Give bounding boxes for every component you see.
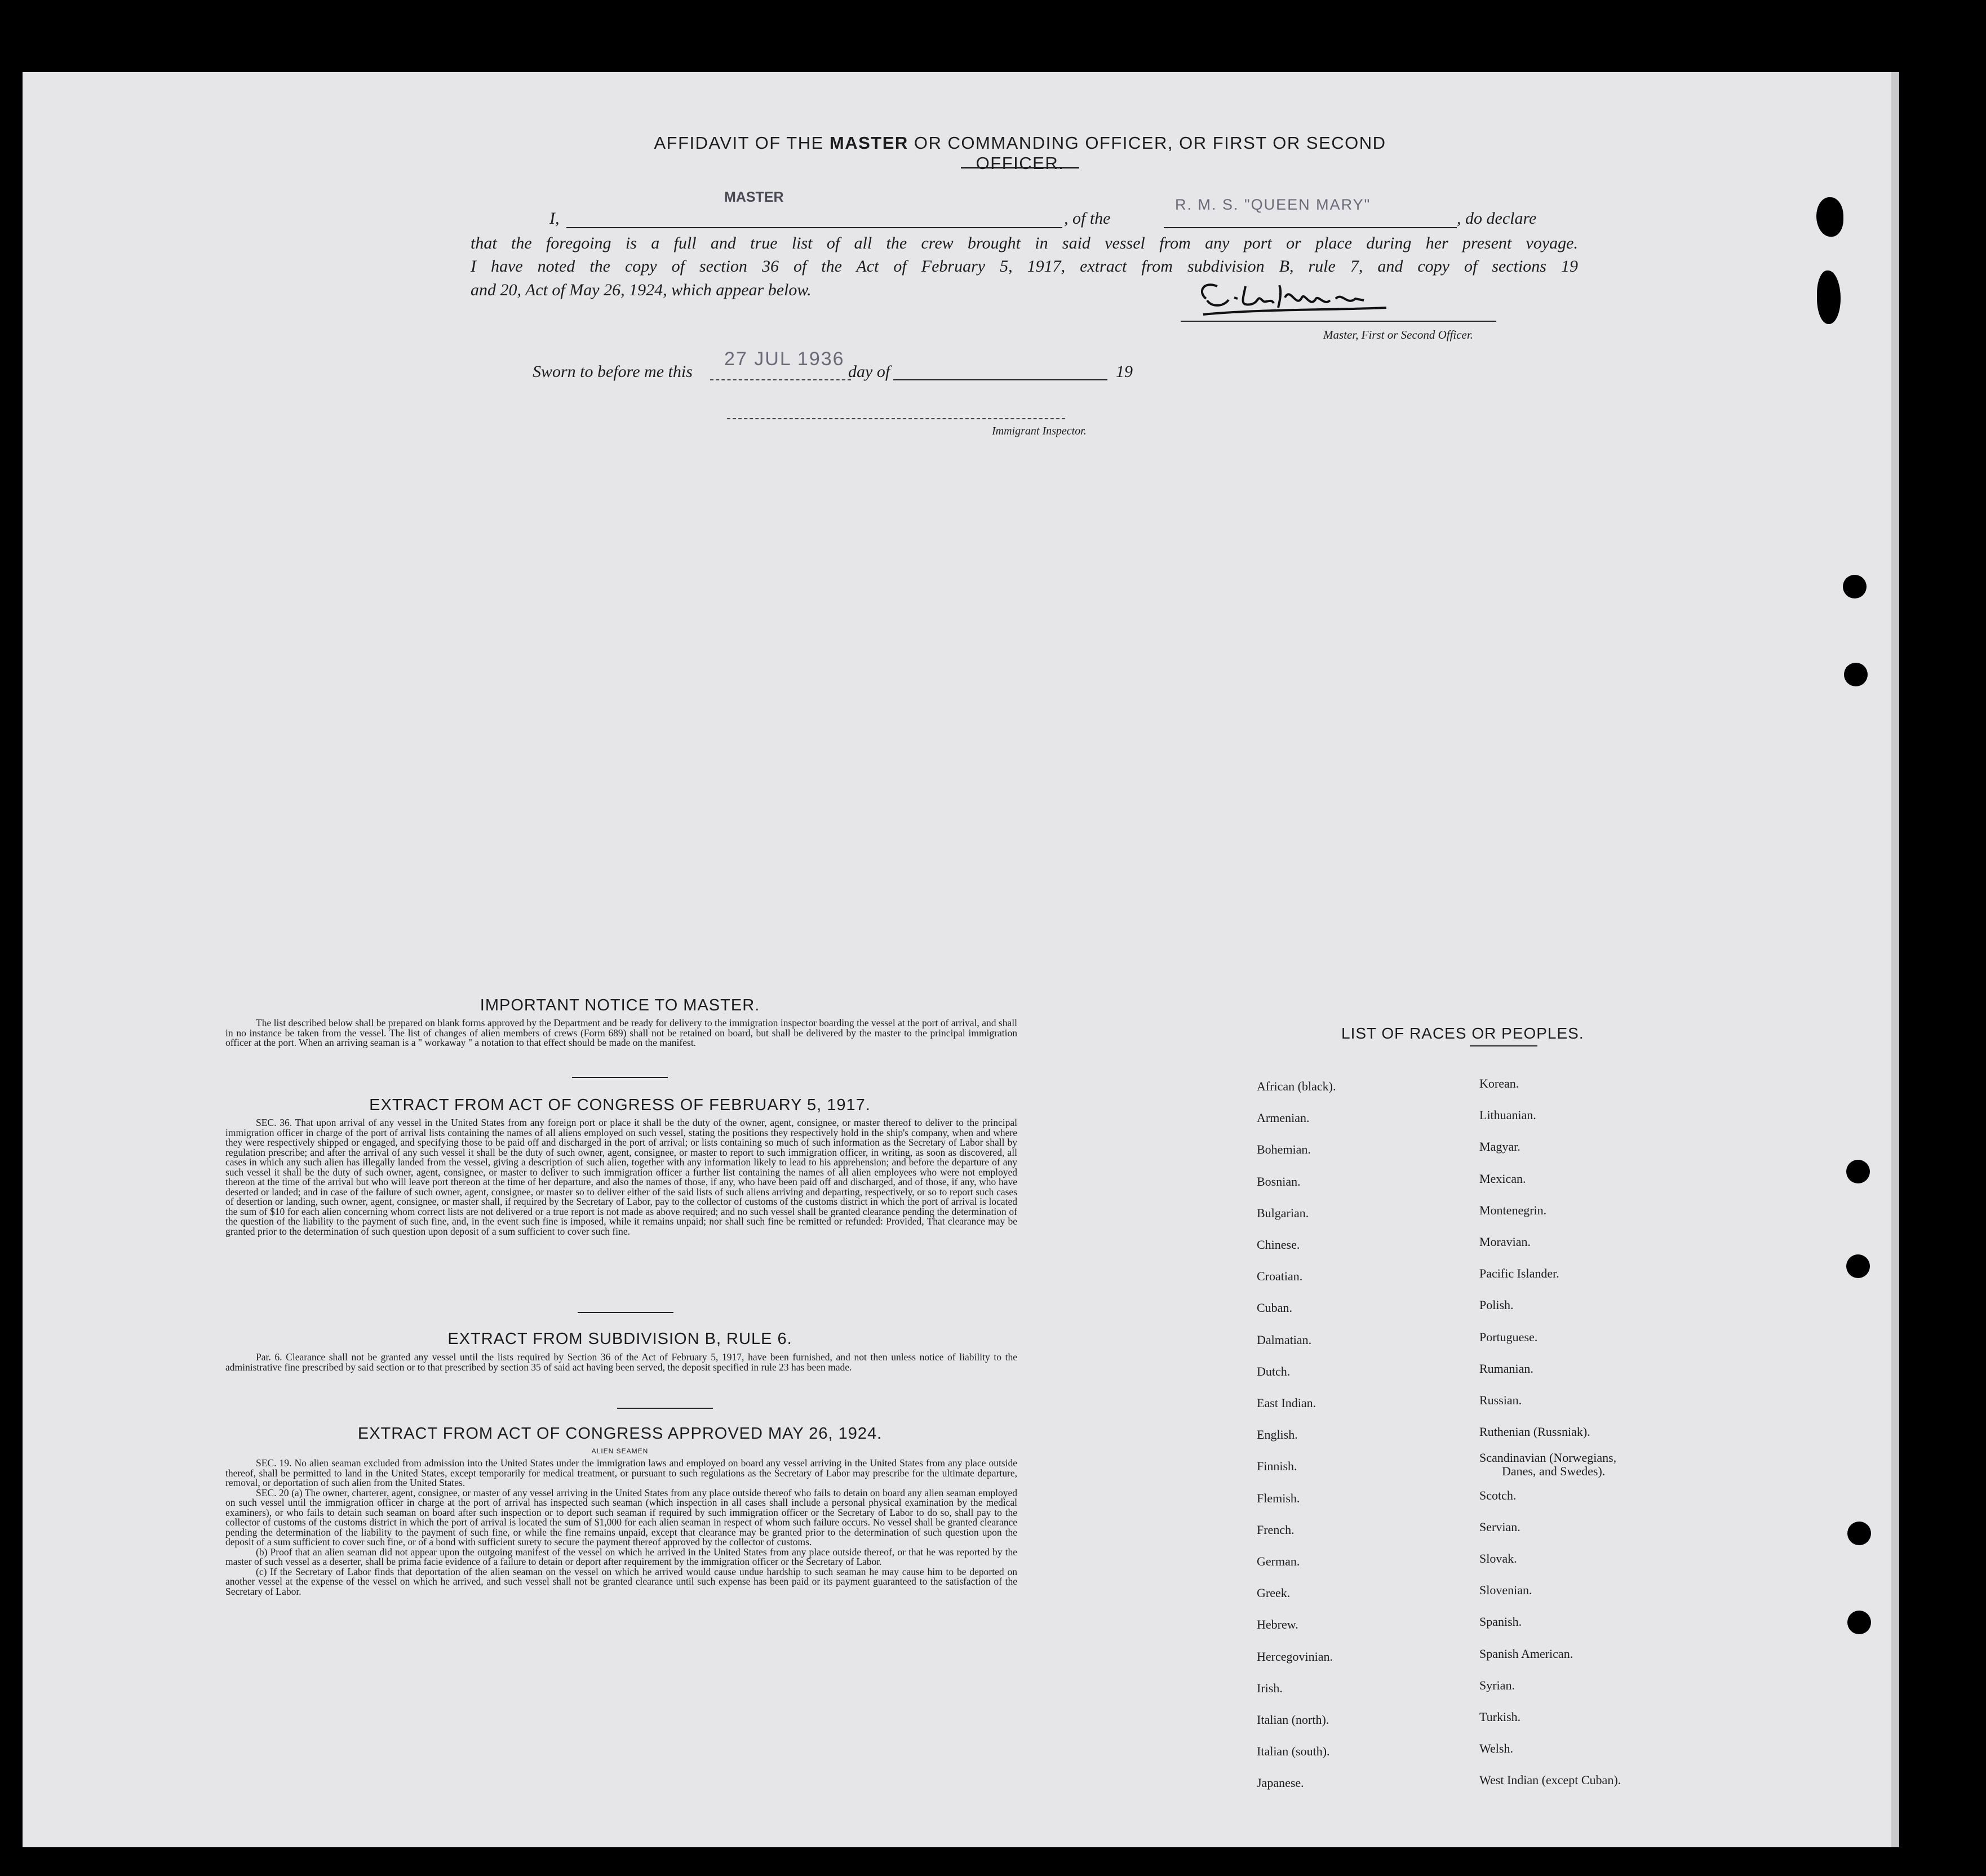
race-item: English. bbox=[1257, 1427, 1298, 1442]
extract-1924-text bbox=[225, 1458, 1017, 1596]
rank-stamp: MASTER bbox=[724, 189, 784, 205]
sec-20b: (b) Proof that an alien seaman did not appear upon the outgoing manifest of the vessel on which he arrived in the United States from any place outside thereof, or that he was reported by the master of such vessel as a deserter, shall be prima facie evidence of a failure to detain or deport after requirement by the immigration officer or the Secretary of Labor. bbox=[225, 1546, 1017, 1567]
rule-6-text: Par. 6. Clearance shall not be granted any vessel until the lists required by Section 36 of the Act of February 5, 1917, have been furnished, and not then unless notice of liability to the administrative fine prescribed by said section or to that prescribed by section 35 of said act having been served, the deposit specified in rule 23 has been made. bbox=[225, 1351, 1017, 1373]
race-item: West Indian (except Cuban). bbox=[1479, 1773, 1621, 1788]
race-item: Slovak. bbox=[1479, 1551, 1517, 1566]
vessel-name-line bbox=[1164, 227, 1457, 228]
divider bbox=[572, 1077, 668, 1078]
extract-1917-text: SEC. 36. That upon arrival of any vessel in the United States from any foreign port or place it shall be the duty of the owner, agent, consignee, or master thereof to deliver to the principal immigration officer in charge of the port of arrival lists containing the names of all aliens employed on such vessel, stating the positions they respectively hold in the ship's company, when and where they were respectively shipped or engaged, and specifying those to be paid off and discharged in the port of arrival; or lists containing so much of such information as the Secretary of Labor shall by regulation prescribe; and after the arrival of any such vessel it shall be the duty of such owner, agent, consignee, or master to report to such immigration officer, in writing, as soon as discovered, all cases in which any such alien has illegally landed from the vessel, giving a description of such alien, together with any information likely to lead to his apprehension; and before the departure of any such vessel it shall be the duty of such owner, agent, consignee, or master to deliver to such immigration officer a further list containing the names of all alien employees who were not employed thereon at the time of the arrival but who will leave port thereon at the time of her departure, and also the names of those, if any, who have been paid off and discharged, and of those, if any, who have deserted or landed; and in case of the failure of such owner, agent, consignee, or master so to deliver either of the said lists of such aliens arriving and departing, respectively, or so to report such cases of desertion or landing, such owner, agent, consignee, or master shall, if required by the Secretary of Labor, pay to the collector of customs of the customs district in which the port of arrival is located the sum of $10 for each alien concerning whom correct lists are not delivered or a true report is not made as above required; and no such vessel shall be granted clearance pending the determination of the question of the liability to the payment of such fine, and, in the event such fine is imposed, while it remains unpaid; nor shall such fine be remitted or refunded: Provided, That clearance may be granted prior to the determination of such question upon deposit of a sum sufficient to cover such fine. bbox=[225, 1117, 1017, 1237]
race-item: Bulgarian. bbox=[1257, 1205, 1309, 1220]
divider bbox=[617, 1408, 713, 1409]
extract-1917-title: EXTRACT FROM ACT OF CONGRESS OF FEBRUARY 5, 1917. bbox=[369, 1096, 871, 1114]
race-item: Servian. bbox=[1479, 1519, 1520, 1534]
race-item: Armenian. bbox=[1257, 1111, 1310, 1125]
binder-hole bbox=[1847, 1611, 1871, 1634]
races-right-column bbox=[1479, 1068, 1621, 1797]
of-the-label: , of the bbox=[1064, 209, 1111, 228]
inspector-signature-line bbox=[727, 418, 1065, 419]
race-item: Moravian. bbox=[1479, 1235, 1531, 1249]
race-item: Hebrew. bbox=[1257, 1617, 1298, 1632]
race-item: Hercegovinian. bbox=[1257, 1649, 1333, 1664]
race-item: Montenegrin. bbox=[1479, 1203, 1547, 1217]
sec-20c: (c) If the Secretary of Labor finds that deportation of the alien seaman on the vessel on which he arrived would cause undue hardship to such seaman he may cause him to be deported on another vessel at the expense of the vessel on which he arrived, and such vessel shall not be granted clearance until such expense has been paid or its payment guaranteed to the satisfaction of the Secretary of Labor. bbox=[225, 1565, 1017, 1597]
race-item: Welsh. bbox=[1479, 1741, 1513, 1756]
race-item: Cuban. bbox=[1257, 1301, 1292, 1315]
page-edge-shadow bbox=[1891, 72, 1899, 1847]
race-item: German. bbox=[1257, 1554, 1300, 1569]
vessel-stamp: R. M. S. "QUEEN MARY" bbox=[1175, 196, 1371, 213]
races-title-underline bbox=[1470, 1045, 1537, 1046]
race-item: Bohemian. bbox=[1257, 1142, 1311, 1157]
race-item: Polish. bbox=[1479, 1298, 1514, 1312]
race-item: Korean. bbox=[1479, 1076, 1519, 1090]
declaration-line-2: that the foregoing is a full and true list of all the crew brought in said vessel from any port or place during her present voyage. bbox=[471, 234, 1578, 252]
affidavit-title: AFFIDAVIT OF THE MASTER OR COMMANDING OFFICER, OR FIRST OR SECOND OFFICER. bbox=[654, 133, 1386, 173]
race-item: Magyar. bbox=[1479, 1139, 1520, 1154]
race-item: Irish. bbox=[1257, 1680, 1283, 1695]
year-prefix: 19 bbox=[1116, 362, 1133, 381]
race-item: African (black). bbox=[1257, 1079, 1336, 1093]
race-item: Italian (north). bbox=[1257, 1713, 1329, 1727]
signature-line bbox=[1181, 321, 1496, 322]
race-item: Spanish. bbox=[1479, 1615, 1522, 1629]
race-item: French. bbox=[1257, 1522, 1295, 1537]
race-item: Ruthenian (Russniak). bbox=[1479, 1425, 1590, 1439]
declaration-line-3: I have noted the copy of section 36 of the Act of February 5, 1917, extract from subdivision B, rule 7, and copy of sections 19 bbox=[471, 257, 1578, 276]
binder-hole bbox=[1844, 663, 1868, 686]
ink-blot bbox=[1816, 197, 1843, 237]
sworn-day-line bbox=[710, 379, 851, 380]
sec-19: SEC. 19. No alien seaman excluded from admission into the United States under the immigration laws and employed on board any vessel arriving in the United States from any place outside thereof, shall be permitted to land in the United States, except temporarily for medical treatment, or pursuant to such regulations as the Secretary of Labor may prescribe for the ultimate departure, removal, or deportation of such alien from the United States. bbox=[225, 1457, 1017, 1488]
race-item: Italian (south). bbox=[1257, 1744, 1330, 1759]
ink-blot bbox=[1817, 270, 1841, 324]
race-item: Pacific Islander. bbox=[1479, 1266, 1559, 1281]
race-item: Russian. bbox=[1479, 1393, 1522, 1408]
declaration-line-4: and 20, Act of May 26, 1924, which appear below. bbox=[471, 281, 812, 299]
race-item: Japanese. bbox=[1257, 1776, 1304, 1790]
race-item: Dalmatian. bbox=[1257, 1332, 1312, 1347]
document-page bbox=[23, 72, 1899, 1847]
race-item: Croatian. bbox=[1257, 1269, 1303, 1284]
do-declare-label: , do declare bbox=[1457, 209, 1537, 228]
races-left-column bbox=[1257, 1071, 1336, 1799]
notice-text: The list described below shall be prepared on blank forms approved by the Department and be ready for delivery to the immigration inspector boarding the vessel at the port of arrival, and shall in no instance be taken from the vessel. The list of changes of alien members of crews (Form 689) shall not be retained on board, but shall be delivered by the master to the principal immigration officer at the port. When an arriving seaman is a " workaway " a notation to that effect should be made on the manifest. bbox=[225, 1017, 1017, 1048]
race-item: Scandinavian (Norwegians, Danes, and Swedes). bbox=[1479, 1451, 1617, 1479]
alien-seamen-subtitle: ALIEN SEAMEN bbox=[591, 1447, 649, 1455]
race-item: Bosnian. bbox=[1257, 1174, 1301, 1188]
title-underline bbox=[961, 167, 1079, 168]
race-item: Scotch. bbox=[1479, 1488, 1517, 1502]
race-item: Flemish. bbox=[1257, 1491, 1300, 1505]
inspector-caption: Immigrant Inspector. bbox=[992, 425, 1087, 437]
race-item: Mexican. bbox=[1479, 1171, 1526, 1186]
extract-1924-title: EXTRACT FROM ACT OF CONGRESS APPROVED MAY 26, 1924. bbox=[357, 1425, 883, 1443]
signature-caption: Master, First or Second Officer. bbox=[1323, 328, 1473, 342]
rule-6-title: EXTRACT FROM SUBDIVISION B, RULE 6. bbox=[447, 1330, 792, 1348]
binder-hole bbox=[1846, 1254, 1870, 1278]
binder-hole bbox=[1846, 1160, 1870, 1183]
race-item: Spanish American. bbox=[1479, 1646, 1573, 1661]
sworn-label: Sworn to before me this bbox=[533, 362, 693, 381]
race-item: Slovenian. bbox=[1479, 1583, 1532, 1598]
race-item: East Indian. bbox=[1257, 1396, 1316, 1411]
race-item: Finnish. bbox=[1257, 1459, 1297, 1474]
declarant-name-line bbox=[566, 227, 1062, 228]
master-signature bbox=[1195, 275, 1431, 320]
race-item: Greek. bbox=[1257, 1586, 1291, 1600]
race-item: Chinese. bbox=[1257, 1238, 1300, 1252]
sec-20a: SEC. 20 (a) The owner, charterer, agent, consignee, or master of any vessel arriving in the United States from any place outside thereof who fails to detain on board any alien seaman employed on such vessel until the immigration officer in charge at the port of arrival has inspected such seaman (which inspection in all cases shall include a personal physical examination by the medical examiners), or who fails to detain such seaman on board after such inspection or to deport such seaman if required by such immigration officer or the Secretary of Labor to do so, shall pay to the collector of customs of the customs district in which the port of arrival is located the sum of $1,000 for each alien seaman in respect of whom such failure occurs. No vessel shall be granted clearance pending the determination of the liability to the payment of such fine, or while the fine remains unpaid, except that clearance may be granted prior to the determination of such question upon the deposit of a sum sufficient to cover such fine, or of a bond with sufficient surety to secure the payment thereof approved by the collector of customs. bbox=[225, 1487, 1017, 1547]
divider bbox=[578, 1312, 673, 1313]
race-item: Dutch. bbox=[1257, 1364, 1291, 1378]
date-stamp: 27 JUL 1936 bbox=[724, 348, 845, 370]
race-item: Turkish. bbox=[1479, 1710, 1521, 1724]
binder-hole bbox=[1847, 1522, 1871, 1545]
race-item: Syrian. bbox=[1479, 1678, 1515, 1692]
sworn-month-line bbox=[893, 379, 1107, 380]
binder-hole bbox=[1843, 575, 1867, 598]
day-of-label: day of bbox=[848, 362, 890, 381]
declarant-label: I, bbox=[549, 209, 560, 228]
notice-title: IMPORTANT NOTICE TO MASTER. bbox=[480, 996, 760, 1014]
race-item: Lithuanian. bbox=[1479, 1108, 1536, 1123]
races-title: LIST OF RACES OR PEOPLES. bbox=[1341, 1025, 1584, 1042]
race-item: Rumanian. bbox=[1479, 1361, 1533, 1376]
race-item: Portuguese. bbox=[1479, 1329, 1538, 1344]
